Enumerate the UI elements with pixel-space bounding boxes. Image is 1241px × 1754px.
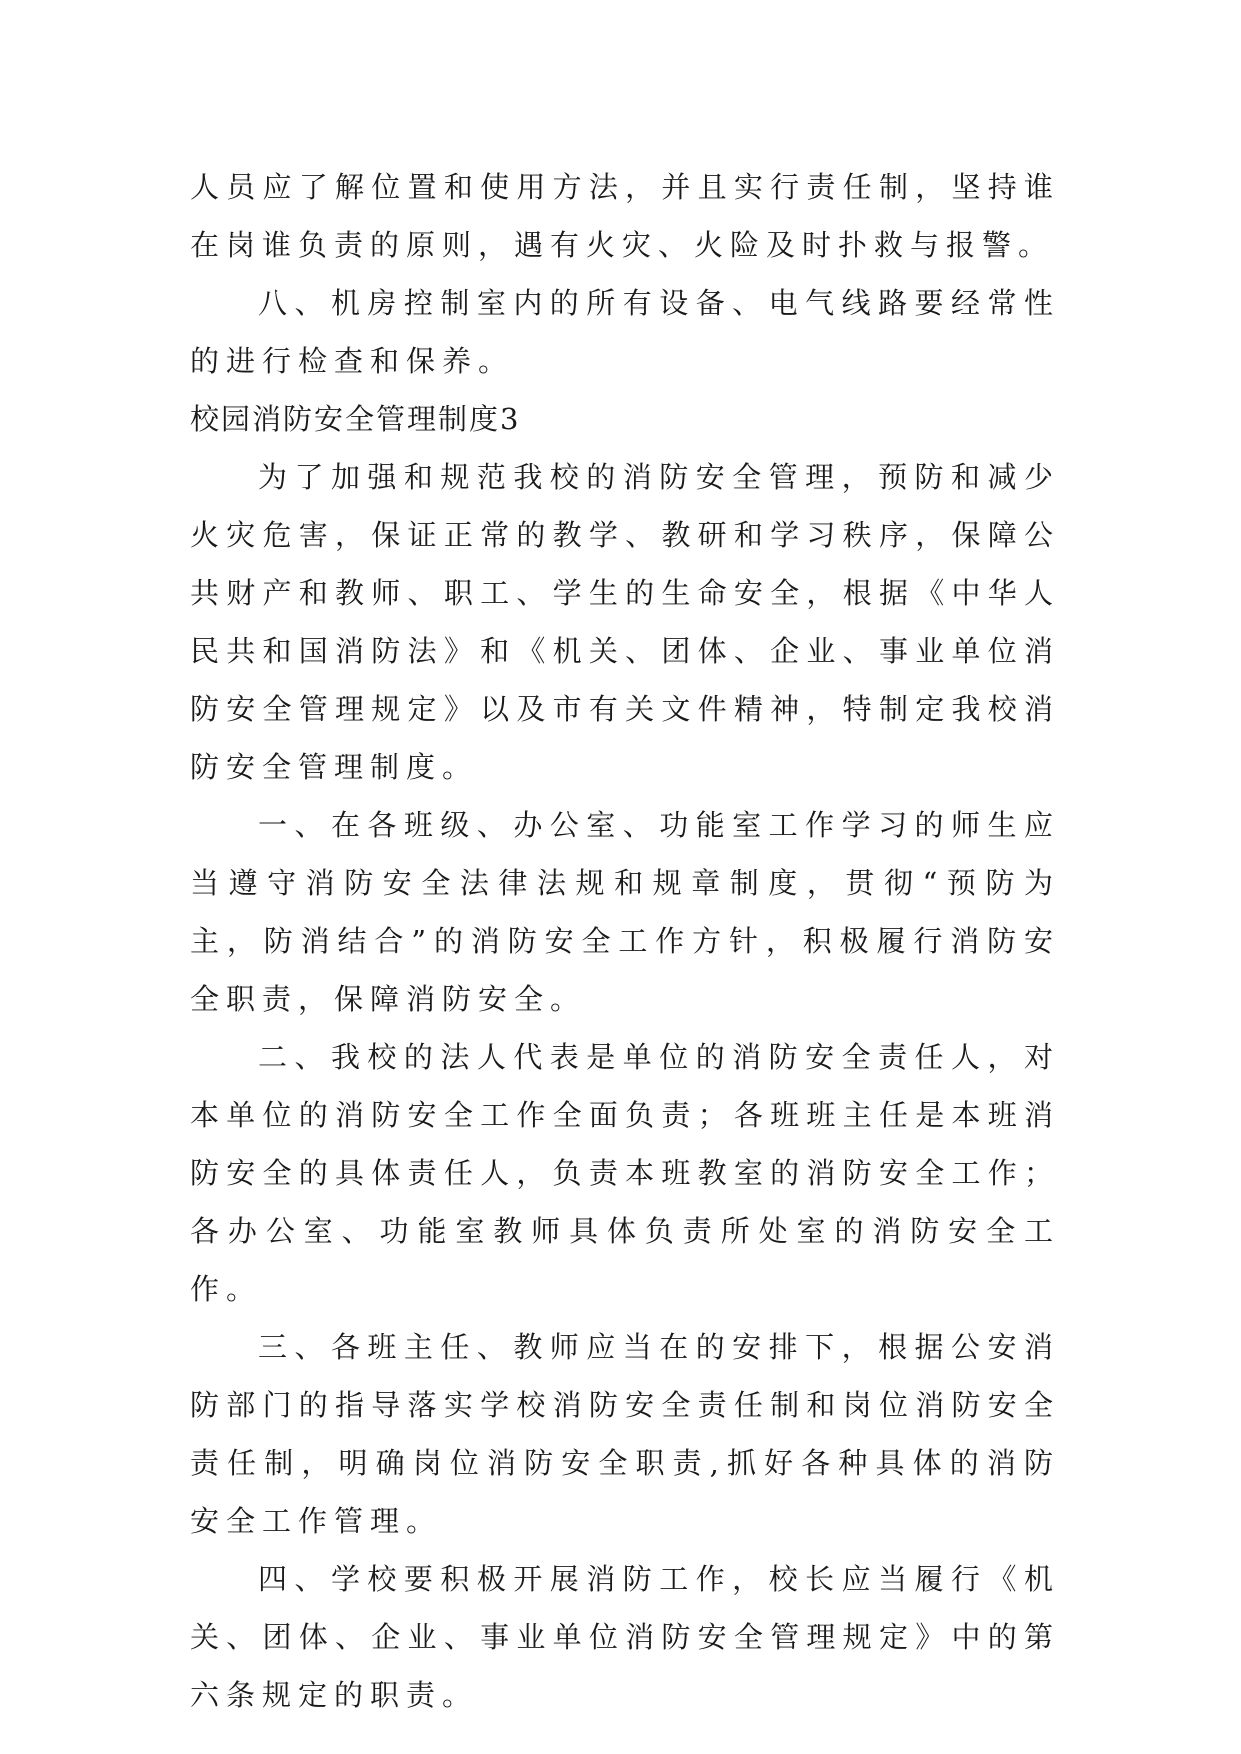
paragraph-item-2: 二、我校的法人代表是单位的消防安全责任人，对本单位的消防安全工作全面负责；各班班主任是本班消防安全的具体责任人，负责本班教室的消防安全工作；各办公室、功能室教师具体负责所处室的消防安全工作。 <box>190 1040 1060 1306</box>
paragraph-item-1: 一、在各班级、办公室、功能室工作学习的师生应当遵守消防安全法律法规和规章制度，贯彻“预防为主，防消结合”的消防安全工作方针，积极履行消防安全职责，保障消防安全。 <box>190 808 1060 1016</box>
paragraph-intro: 为了加强和规范我校的消防安全管理，预防和减少火灾危害，保证正常的教学、教研和学习秩序，保障公共财产和教师、职工、学生的生命安全，根据《中华人民共和国消防法》和《机关、团体、企业、事业单位消防安全管理规定》以及市有关文件精神，特制定我校消防安全管理制度。 <box>190 460 1060 784</box>
paragraph-continuation: 人员应了解位置和使用方法，并且实行责任制，坚持谁在岗谁负责的原则，遇有火灾、火险及时扑救与报警。 <box>190 170 1060 262</box>
paragraph-item-8: 八、机房控制室内的所有设备、电气线路要经常性的进行检查和保养。 <box>190 286 1060 378</box>
paragraph-item-3: 三、各班主任、教师应当在的安排下，根据公安消防部门的指导落实学校消防安全责任制和岗位消防安全责任制，明确岗位消防安全职责,抓好各种具体的消防安全工作管理。 <box>190 1330 1060 1538</box>
section-heading: 校园消防安全管理制度3 <box>190 402 521 436</box>
paragraph-item-4: 四、学校要积极开展消防工作，校长应当履行《机关、团体、企业、事业单位消防安全管理规定》中的第六条规定的职责。 <box>190 1562 1060 1712</box>
document-body <box>190 158 1060 1724</box>
